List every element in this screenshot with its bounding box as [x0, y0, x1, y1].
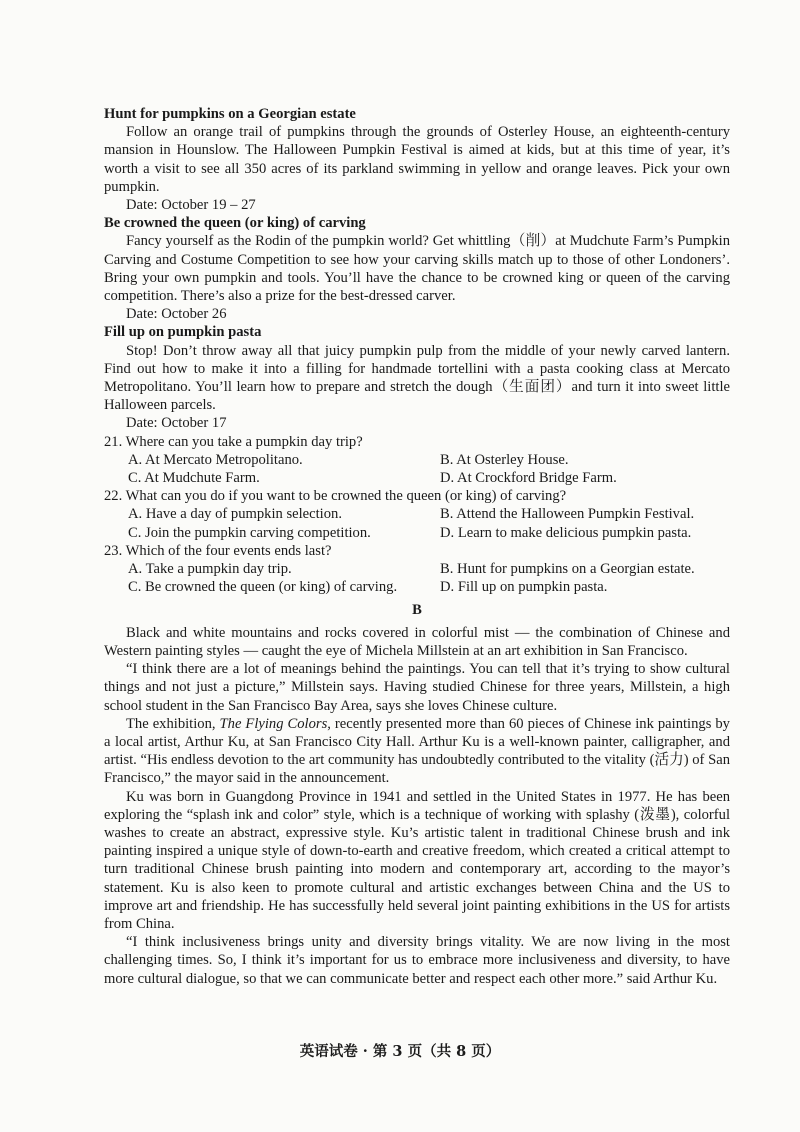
question-options — [104, 560, 730, 596]
option-d: D. Learn to make delicious pumpkin pasta. — [440, 524, 692, 541]
question-options — [104, 451, 730, 487]
event-date: Date: October 26 — [126, 306, 227, 323]
event-body: Follow an orange trail of pumpkins through the grounds of Osterley House, an eighteenth-century mansion in Hounslow. The Halloween Pumpkin Festival is aimed at kids, but at this time of year, it’s worth a visit to see all 350 acres of its parkland swimming in yellow and orange leaves. Pick your own pumpkin. — [104, 124, 730, 195]
question-options — [104, 505, 730, 541]
passage-paragraph — [104, 715, 730, 788]
option-a: A. At Mercato Metropolitano. — [128, 451, 303, 468]
passage-paragraph: Ku was born in Guangdong Province in 1941 and settled in the United States in 1977. He has been exploring the “splash ink and color” style, which is a technique of working with splashy (泼墨), colorful washes to create an abstract, expressive style. Ku’s artistic talent in traditional Chinese brush and ink painting inspired a unique style of down-to-earth and creative freedom, which created a critical attempt to turn traditional Chinese brush painting into modern and contemporary art, according to the mayor’s statement. Ku is also keen to promote cultural and artistic exchanges between China and the US to improve art and friendship. He has successfully held several joint painting exhibitions in the US for artists from China. — [104, 788, 730, 932]
event-body: Fancy yourself as the Rodin of the pumpkin world? Get whittling（削）at Mudchute Farm’s Pumpkin Carving and Costume Competition to see how your carving skills match up to those of other Londoners’. Bring your own pumpkin and tools. You’ll have the chance to be crowned king or queen of the carving competition. There’s also a prize for the best-dressed carver. — [104, 233, 730, 305]
event-body: Stop! Don’t throw away all that juicy pumpkin pulp from the middle of your newly carved lantern. Find out how to make it into a filling for handmade tortellini with a pasta cooking class at Mercato Metropolitano. You’ll learn how to prepare and stretch the dough（生面团）and turn it into sweet little Halloween parcels. — [104, 342, 730, 414]
option-b: B. At Osterley House. — [440, 451, 569, 468]
event-title: Hunt for pumpkins on a Georgian estate — [104, 106, 356, 122]
option-a: A. Take a pumpkin day trip. — [128, 561, 292, 578]
question-stem: 22. What can you do if you want to be crowned the queen (or king) of carving? — [104, 488, 567, 505]
event-title: Fill up on pumpkin pasta — [104, 324, 262, 341]
page-footer: 英语试卷 · 第 3 页（共 8 页） — [299, 1043, 501, 1060]
question-stem: 23. Which of the four events ends last? — [104, 542, 332, 559]
option-c: C. Join the pumpkin carving competition. — [128, 524, 371, 541]
option-a: A. Have a day of pumpkin selection. — [128, 506, 342, 523]
passage-paragraph: Black and white mountains and rocks covered in colorful mist — the combination of Chinese and Western painting styles — caught the eye of Michela Millstein at an art exhibition in San Francisco. — [104, 624, 730, 659]
page-content — [104, 105, 730, 988]
event-title: Be crowned the queen (or king) of carving — [104, 215, 366, 232]
paragraph-text: , recently presented more than 60 pieces of Chinese ink paintings by a local artist, Arthur Ku, at San Francisco City Hall. Arthur Ku is a well-known painter, calligrapher, and artist. “His endless devotion to the art community has undoubtedly contributed to the vitality (活力) of San Francisco,” the mayor said in the announcement. — [104, 715, 730, 787]
passage-paragraph: “I think inclusiveness brings unity and diversity brings vitality. We are now living in the most challenging times. So, I think it’s important for us to embrace more inclusiveness and diversity, to have more cultural dialogue, so that we can communicate better and respect each other more.” said Arthur Ku. — [104, 934, 730, 987]
paragraph-text: The exhibition, — [126, 715, 220, 732]
option-d: D. Fill up on pumpkin pasta. — [440, 579, 608, 596]
event-date: Date: October 17 — [126, 415, 227, 432]
event-date: Date: October 19 – 27 — [126, 197, 256, 214]
section-b-heading: B — [412, 602, 422, 619]
exhibition-title: The Flying Colors — [219, 715, 328, 732]
option-c: C. Be crowned the queen (or king) of carving. — [128, 579, 398, 596]
option-b: B. Attend the Halloween Pumpkin Festival. — [440, 506, 695, 523]
passage-paragraph: “I think there are a lot of meanings behind the paintings. You can tell that it’s trying to show cultural things and not just a picture,” Millstein says. Having studied Chinese for three years, Millstein, a high school student in the San Francisco Bay Area, says she loves Chinese culture. — [104, 661, 730, 714]
option-b: B. Hunt for pumpkins on a Georgian estate. — [440, 561, 695, 578]
question-stem: 21. Where can you take a pumpkin day trip? — [104, 433, 363, 450]
option-d: D. At Crockford Bridge Farm. — [440, 470, 617, 487]
option-c: C. At Mudchute Farm. — [128, 470, 260, 487]
